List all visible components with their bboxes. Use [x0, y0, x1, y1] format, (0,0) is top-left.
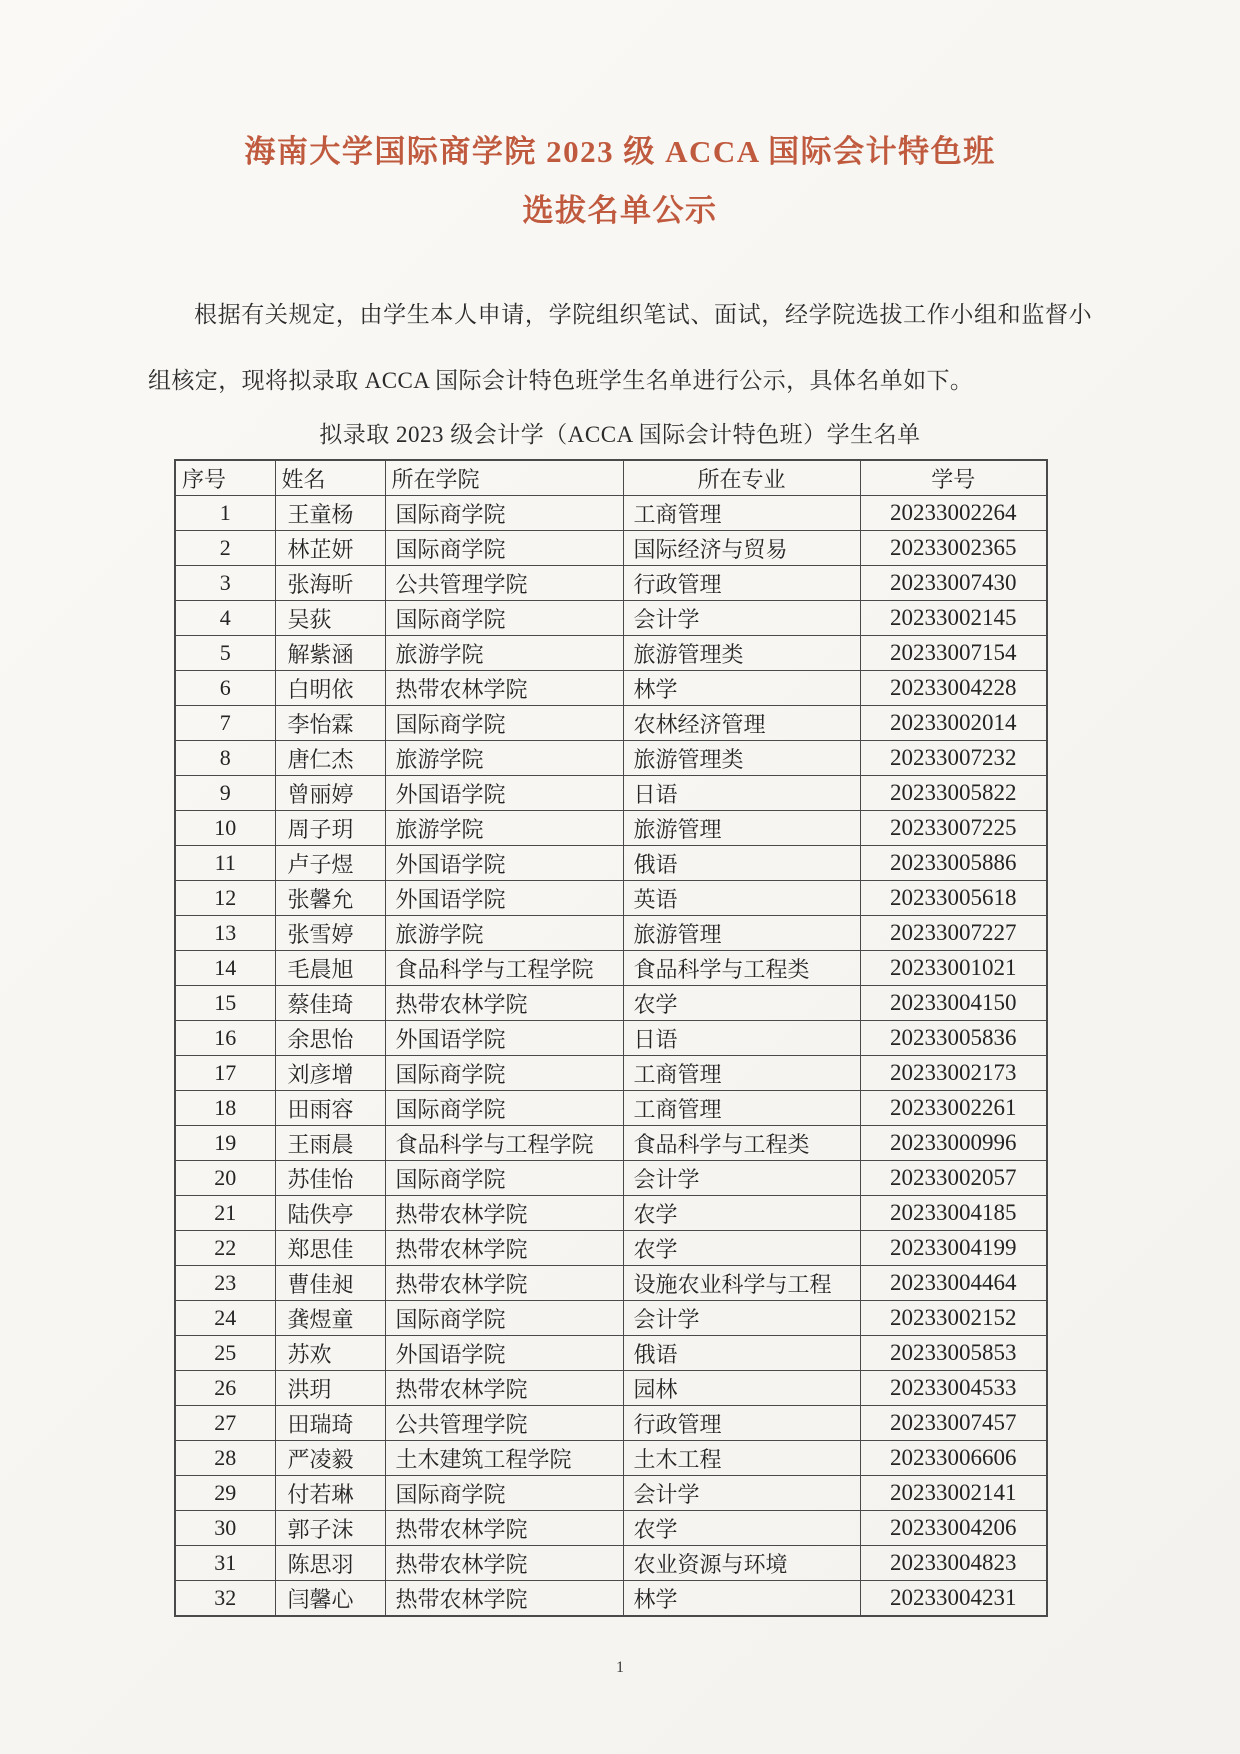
cell-student-id: 20233005853	[860, 1336, 1047, 1371]
cell-name: 洪玥	[275, 1371, 385, 1406]
cell-major: 工商管理	[623, 496, 860, 531]
cell-name: 王童杨	[275, 496, 385, 531]
cell-index: 15	[175, 986, 275, 1021]
table-row	[175, 986, 1047, 1021]
cell-college: 旅游学院	[385, 636, 623, 671]
cell-student-id: 20233004206	[860, 1511, 1047, 1546]
cell-student-id: 20233004533	[860, 1371, 1047, 1406]
cell-student-id: 20233002365	[860, 531, 1047, 566]
cell-name: 张海昕	[275, 566, 385, 601]
cell-student-id: 20233007457	[860, 1406, 1047, 1441]
cell-major: 食品科学与工程类	[623, 951, 860, 986]
cell-college: 国际商学院	[385, 496, 623, 531]
cell-college: 热带农林学院	[385, 1266, 623, 1301]
cell-name: 余思怡	[275, 1021, 385, 1056]
cell-college: 旅游学院	[385, 811, 623, 846]
cell-college: 国际商学院	[385, 531, 623, 566]
cell-student-id: 20233002261	[860, 1091, 1047, 1126]
table-row	[175, 916, 1047, 951]
cell-major: 农学	[623, 986, 860, 1021]
table-row	[175, 846, 1047, 881]
cell-name: 苏欢	[275, 1336, 385, 1371]
cell-student-id: 20233002014	[860, 706, 1047, 741]
cell-index: 3	[175, 566, 275, 601]
table-row	[175, 636, 1047, 671]
cell-name: 陆佚亭	[275, 1196, 385, 1231]
cell-index: 23	[175, 1266, 275, 1301]
table-row	[175, 531, 1047, 566]
cell-college: 外国语学院	[385, 776, 623, 811]
cell-name: 付若琳	[275, 1476, 385, 1511]
cell-index: 29	[175, 1476, 275, 1511]
cell-major: 旅游管理类	[623, 741, 860, 776]
cell-name: 田瑞琦	[275, 1406, 385, 1441]
cell-college: 热带农林学院	[385, 1231, 623, 1266]
cell-student-id: 20233004185	[860, 1196, 1047, 1231]
table-row	[175, 1336, 1047, 1371]
cell-student-id: 20233004464	[860, 1266, 1047, 1301]
cell-major: 食品科学与工程类	[623, 1126, 860, 1161]
cell-index: 2	[175, 531, 275, 566]
cell-major: 英语	[623, 881, 860, 916]
cell-index: 5	[175, 636, 275, 671]
cell-index: 11	[175, 846, 275, 881]
cell-index: 13	[175, 916, 275, 951]
cell-student-id: 20233007232	[860, 741, 1047, 776]
table-row	[175, 1196, 1047, 1231]
cell-name: 闫馨心	[275, 1581, 385, 1617]
cell-college: 旅游学院	[385, 916, 623, 951]
cell-index: 7	[175, 706, 275, 741]
table-row	[175, 1021, 1047, 1056]
cell-major: 行政管理	[623, 1406, 860, 1441]
cell-major: 旅游管理	[623, 916, 860, 951]
cell-index: 14	[175, 951, 275, 986]
table-row	[175, 1126, 1047, 1161]
student-list-table	[174, 459, 1048, 1617]
cell-index: 18	[175, 1091, 275, 1126]
cell-student-id: 20233004150	[860, 986, 1047, 1021]
cell-name: 严凌毅	[275, 1441, 385, 1476]
cell-college: 国际商学院	[385, 1301, 623, 1336]
cell-major: 日语	[623, 776, 860, 811]
table-row	[175, 1231, 1047, 1266]
cell-major: 设施农业科学与工程	[623, 1266, 860, 1301]
cell-major: 日语	[623, 1021, 860, 1056]
cell-student-id: 20233007227	[860, 916, 1047, 951]
cell-name: 唐仁杰	[275, 741, 385, 776]
cell-name: 郑思佳	[275, 1231, 385, 1266]
cell-index: 12	[175, 881, 275, 916]
cell-index: 4	[175, 601, 275, 636]
cell-student-id: 20233005822	[860, 776, 1047, 811]
cell-index: 22	[175, 1231, 275, 1266]
table-row	[175, 601, 1047, 636]
header-student-id: 学号	[860, 460, 1047, 496]
cell-college: 热带农林学院	[385, 1196, 623, 1231]
cell-college: 热带农林学院	[385, 1546, 623, 1581]
cell-college: 外国语学院	[385, 881, 623, 916]
cell-student-id: 20233002152	[860, 1301, 1047, 1336]
table-row	[175, 1406, 1047, 1441]
cell-student-id: 20233002141	[860, 1476, 1047, 1511]
header-name: 姓名	[275, 460, 385, 496]
cell-name: 田雨容	[275, 1091, 385, 1126]
cell-college: 土木建筑工程学院	[385, 1441, 623, 1476]
table-row	[175, 741, 1047, 776]
cell-major: 会计学	[623, 1301, 860, 1336]
cell-name: 郭子沫	[275, 1511, 385, 1546]
cell-name: 卢子煜	[275, 846, 385, 881]
cell-name: 张雪婷	[275, 916, 385, 951]
cell-major: 会计学	[623, 601, 860, 636]
cell-name: 李怡霖	[275, 706, 385, 741]
cell-name: 刘彦增	[275, 1056, 385, 1091]
cell-student-id: 20233004231	[860, 1581, 1047, 1617]
cell-major: 林学	[623, 1581, 860, 1617]
header-index: 序号	[175, 460, 275, 496]
cell-name: 曾丽婷	[275, 776, 385, 811]
cell-index: 27	[175, 1406, 275, 1441]
document-title-line1: 海南大学国际商学院 2023 级 ACCA 国际会计特色班	[244, 134, 996, 169]
cell-major: 农学	[623, 1196, 860, 1231]
table-row	[175, 496, 1047, 531]
table-row	[175, 1511, 1047, 1546]
cell-major: 农业资源与环境	[623, 1546, 860, 1581]
cell-index: 16	[175, 1021, 275, 1056]
table-row	[175, 1091, 1047, 1126]
cell-name: 龚煜童	[275, 1301, 385, 1336]
cell-college: 热带农林学院	[385, 1581, 623, 1617]
cell-student-id: 20233007430	[860, 566, 1047, 601]
table-row	[175, 1476, 1047, 1511]
cell-major: 工商管理	[623, 1056, 860, 1091]
cell-college: 外国语学院	[385, 1021, 623, 1056]
table-row	[175, 1266, 1047, 1301]
cell-major: 土木工程	[623, 1441, 860, 1476]
cell-name: 张馨允	[275, 881, 385, 916]
cell-name: 苏佳怡	[275, 1161, 385, 1196]
cell-name: 白明依	[275, 671, 385, 706]
cell-college: 国际商学院	[385, 1161, 623, 1196]
table-row	[175, 671, 1047, 706]
cell-index: 8	[175, 741, 275, 776]
cell-student-id: 20233000996	[860, 1126, 1047, 1161]
cell-index: 19	[175, 1126, 275, 1161]
cell-index: 30	[175, 1511, 275, 1546]
cell-student-id: 20233002057	[860, 1161, 1047, 1196]
cell-major: 会计学	[623, 1476, 860, 1511]
cell-college: 热带农林学院	[385, 1511, 623, 1546]
header-college: 所在学院	[385, 460, 623, 496]
cell-index: 20	[175, 1161, 275, 1196]
cell-college: 公共管理学院	[385, 1406, 623, 1441]
cell-college: 旅游学院	[385, 741, 623, 776]
cell-college: 外国语学院	[385, 846, 623, 881]
cell-major: 园林	[623, 1371, 860, 1406]
cell-index: 32	[175, 1581, 275, 1617]
student-table-body	[175, 496, 1047, 1617]
cell-name: 蔡佳琦	[275, 986, 385, 1021]
cell-college: 国际商学院	[385, 1056, 623, 1091]
cell-college: 国际商学院	[385, 706, 623, 741]
cell-name: 王雨晨	[275, 1126, 385, 1161]
table-row	[175, 1581, 1047, 1617]
table-row	[175, 1371, 1047, 1406]
cell-index: 6	[175, 671, 275, 706]
cell-major: 农学	[623, 1511, 860, 1546]
table-row	[175, 881, 1047, 916]
cell-student-id: 20233007225	[860, 811, 1047, 846]
table-row	[175, 1301, 1047, 1336]
cell-college: 国际商学院	[385, 601, 623, 636]
table-header-row	[175, 460, 1047, 496]
cell-student-id: 20233002173	[860, 1056, 1047, 1091]
cell-college: 国际商学院	[385, 1476, 623, 1511]
cell-index: 17	[175, 1056, 275, 1091]
cell-name: 林芷妍	[275, 531, 385, 566]
cell-index: 21	[175, 1196, 275, 1231]
cell-student-id: 20233002264	[860, 496, 1047, 531]
cell-college: 食品科学与工程学院	[385, 1126, 623, 1161]
cell-name: 周子玥	[275, 811, 385, 846]
cell-student-id: 20233005618	[860, 881, 1047, 916]
cell-student-id: 20233004199	[860, 1231, 1047, 1266]
cell-student-id: 20233005836	[860, 1021, 1047, 1056]
table-row	[175, 951, 1047, 986]
cell-major: 旅游管理类	[623, 636, 860, 671]
cell-name: 解紫涵	[275, 636, 385, 671]
cell-index: 24	[175, 1301, 275, 1336]
cell-college: 热带农林学院	[385, 671, 623, 706]
table-row	[175, 776, 1047, 811]
page-number: 1	[616, 1659, 624, 1676]
cell-major: 林学	[623, 671, 860, 706]
cell-index: 1	[175, 496, 275, 531]
cell-major: 俄语	[623, 1336, 860, 1371]
cell-college: 国际商学院	[385, 1091, 623, 1126]
cell-student-id: 20233006606	[860, 1441, 1047, 1476]
cell-college: 外国语学院	[385, 1336, 623, 1371]
cell-college: 热带农林学院	[385, 986, 623, 1021]
cell-college: 公共管理学院	[385, 566, 623, 601]
cell-index: 28	[175, 1441, 275, 1476]
cell-name: 毛晨旭	[275, 951, 385, 986]
cell-student-id: 20233004823	[860, 1546, 1047, 1581]
cell-college: 热带农林学院	[385, 1371, 623, 1406]
cell-index: 26	[175, 1371, 275, 1406]
table-row	[175, 1546, 1047, 1581]
cell-index: 9	[175, 776, 275, 811]
cell-major: 工商管理	[623, 1091, 860, 1126]
cell-name: 陈思羽	[275, 1546, 385, 1581]
cell-major: 农林经济管理	[623, 706, 860, 741]
cell-major: 旅游管理	[623, 811, 860, 846]
cell-major: 俄语	[623, 846, 860, 881]
cell-name: 曹佳昶	[275, 1266, 385, 1301]
table-row	[175, 566, 1047, 601]
table-row	[175, 706, 1047, 741]
cell-student-id: 20233007154	[860, 636, 1047, 671]
cell-student-id: 20233005886	[860, 846, 1047, 881]
header-major: 所在专业	[623, 460, 860, 496]
cell-index: 25	[175, 1336, 275, 1371]
table-caption: 拟录取 2023 级会计学（ACCA 国际会计特色班）学生名单	[319, 422, 921, 447]
cell-major: 农学	[623, 1231, 860, 1266]
cell-major: 国际经济与贸易	[623, 531, 860, 566]
announcement-paragraph: 根据有关规定，由学生本人申请，学院组织笔试、面试，经学院选拔工作小组和监督小组核定，现将拟录取 ACCA 国际会计特色班学生名单进行公示，具体名单如下。	[148, 302, 1092, 393]
cell-student-id: 20233001021	[860, 951, 1047, 986]
document-title-line2: 选拔名单公示	[522, 193, 718, 228]
table-row	[175, 1161, 1047, 1196]
cell-college: 食品科学与工程学院	[385, 951, 623, 986]
table-row	[175, 1056, 1047, 1091]
cell-major: 行政管理	[623, 566, 860, 601]
cell-major: 会计学	[623, 1161, 860, 1196]
cell-index: 31	[175, 1546, 275, 1581]
cell-student-id: 20233002145	[860, 601, 1047, 636]
cell-student-id: 20233004228	[860, 671, 1047, 706]
cell-name: 吴荻	[275, 601, 385, 636]
table-row	[175, 811, 1047, 846]
cell-index: 10	[175, 811, 275, 846]
table-row	[175, 1441, 1047, 1476]
